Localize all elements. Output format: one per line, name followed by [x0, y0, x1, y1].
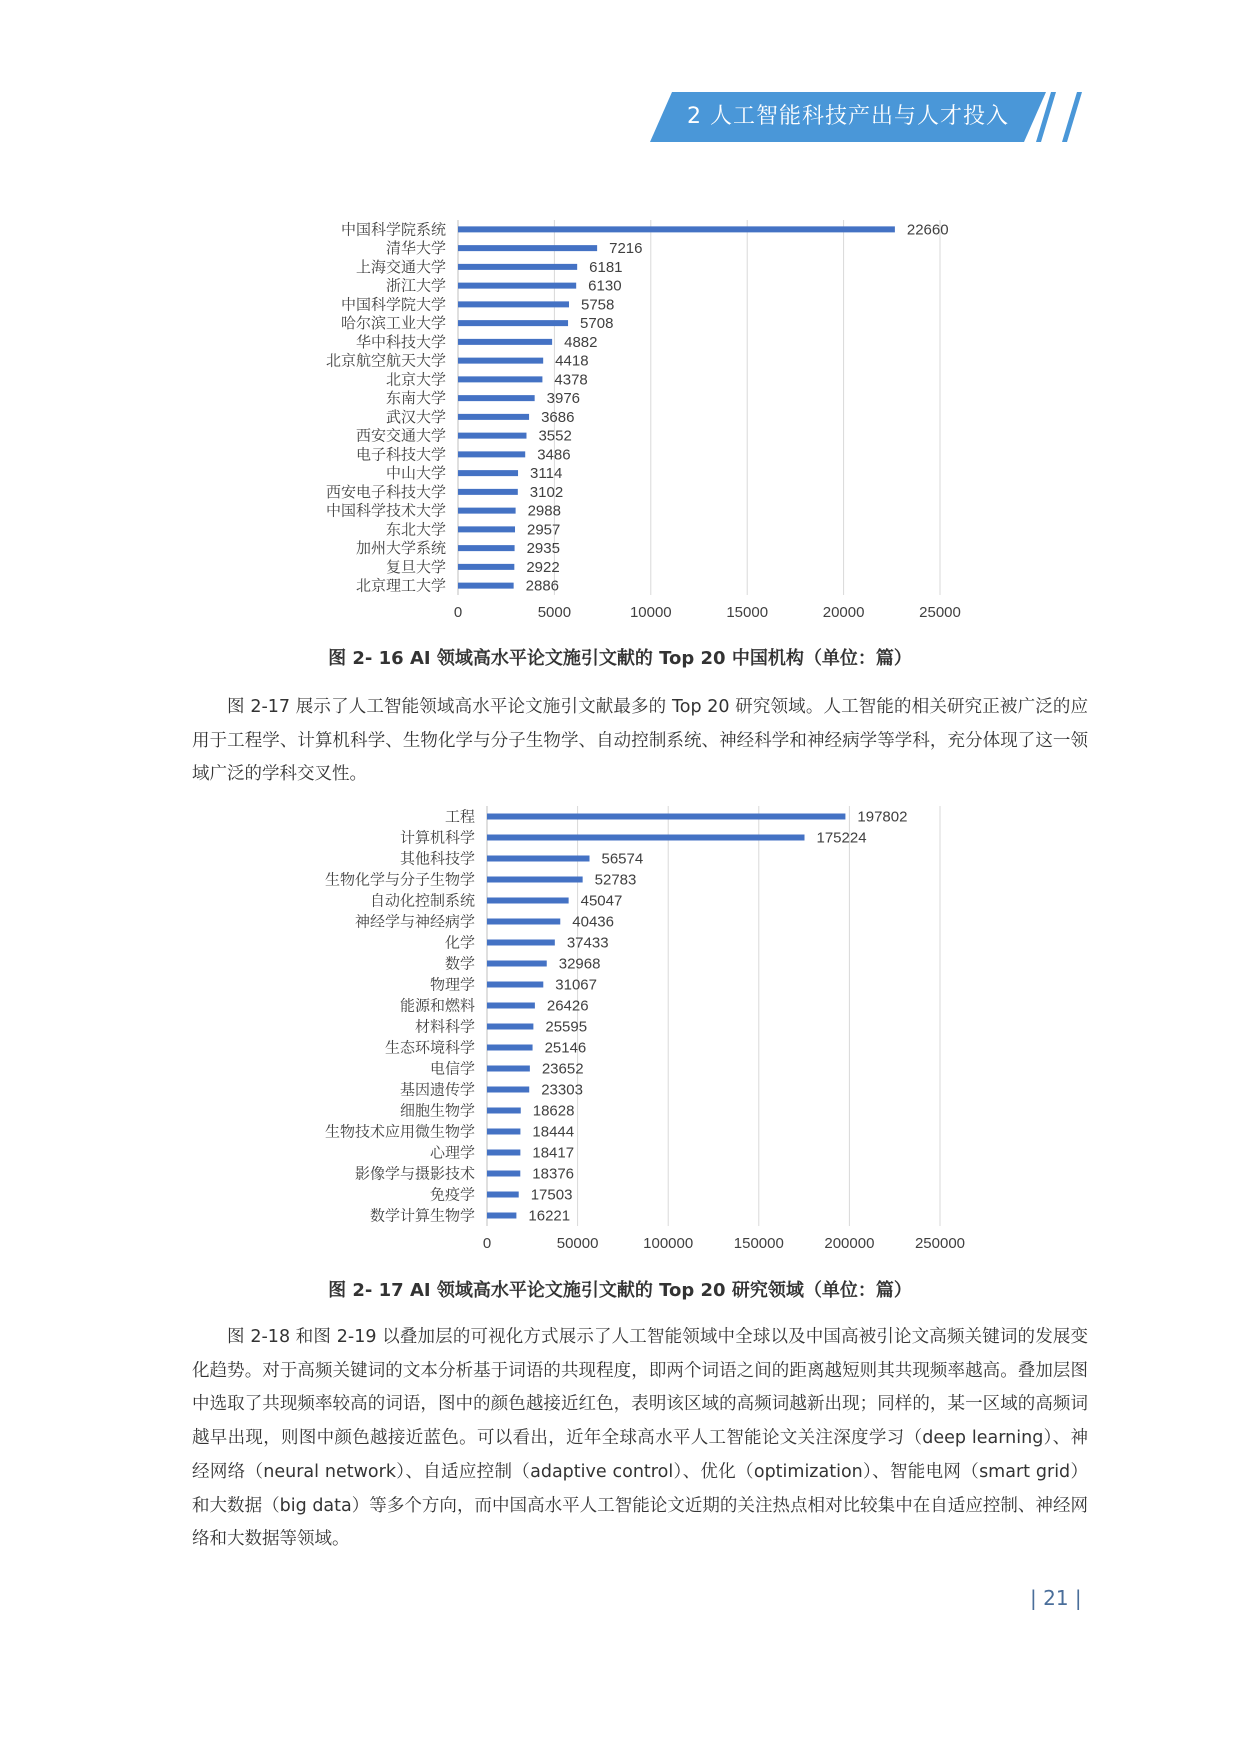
category-label: 生物技术应用微生物学: [324, 1122, 475, 1141]
bar: [487, 1108, 521, 1114]
data-label: 18417: [532, 1144, 575, 1162]
bar: [487, 1129, 520, 1135]
category-label: 清华大学: [385, 239, 446, 258]
category-label: 材料科学: [414, 1017, 475, 1036]
data-label: 56574: [601, 850, 644, 868]
bar: [487, 961, 547, 967]
x-tick-label: 200000: [824, 1235, 875, 1252]
bar: [487, 1066, 530, 1072]
data-label: 4418: [555, 352, 589, 370]
chapter-title: 2 人工智能科技产出与人才投入: [687, 104, 1009, 129]
bar: [487, 1171, 520, 1177]
category-label: 上海交通大学: [355, 257, 446, 276]
bar: [458, 451, 525, 457]
data-label: 7216: [609, 240, 643, 258]
data-label: 52783: [594, 871, 637, 889]
data-label: 4882: [564, 333, 598, 351]
data-label: 40436: [572, 913, 614, 931]
category-label: 华中科技大学: [355, 332, 446, 351]
data-label: 32968: [558, 955, 601, 973]
data-label: 37433: [566, 934, 609, 952]
data-label: 4378: [554, 371, 588, 389]
data-label: 3486: [537, 446, 571, 464]
data-label: 3686: [541, 408, 575, 426]
bar: [458, 283, 576, 289]
data-label: 16221: [528, 1207, 571, 1225]
bar: [487, 940, 555, 946]
data-label: 18444: [532, 1123, 575, 1141]
data-label: 3552: [538, 427, 572, 445]
bar: [487, 919, 560, 925]
x-tick-label: 50000: [556, 1235, 599, 1252]
data-label: 25146: [544, 1039, 587, 1057]
category-label: 自动化控制系统: [369, 891, 475, 910]
data-label: 2886: [525, 577, 560, 595]
bar: [487, 1024, 533, 1030]
category-label: 能源和燃料: [399, 996, 475, 1015]
bar: [458, 564, 514, 570]
paragraph-1-text: 图 2-17 展示了人工智能领域高水平论文施引文献最多的 Top 20 研究领域。人工智能的相关研究正被广泛的应用于工程学、计算机科学、生物化学与分子生物学、自动控制系统、神经科学和神经病学等学科，充分体现了这一领域广泛的学科交叉性。: [192, 697, 1088, 785]
data-label: 2988: [527, 502, 561, 520]
x-tick-label: 0: [453, 604, 463, 621]
data-label: 3102: [529, 483, 564, 501]
data-label: 2935: [526, 540, 560, 558]
category-label: 基因遗传学: [399, 1080, 475, 1099]
category-label: 数学: [444, 954, 475, 973]
figure-caption-16: 图 2- 16 AI 领域高水平论文施引文献的 Top 20 中国机构（单位：篇）: [328, 648, 912, 669]
category-label: 东南大学: [385, 389, 446, 408]
category-label: 神经学与神经病学: [354, 912, 475, 931]
x-tick-label: 10000: [629, 604, 672, 621]
data-label: 3114: [530, 465, 563, 483]
category-label: 计算机科学: [399, 828, 475, 847]
category-label: 免疫学: [429, 1185, 475, 1204]
data-label: 25595: [545, 1018, 588, 1036]
data-label: 45047: [580, 892, 623, 910]
bar: [487, 1192, 519, 1198]
category-label: 电子科技大学: [355, 445, 446, 464]
data-label: 5708: [580, 315, 614, 333]
data-label: 23652: [541, 1060, 584, 1078]
institutions-bar-chart: [0, 220, 1240, 640]
x-tick-label: 5000: [537, 604, 572, 621]
bar: [487, 982, 543, 988]
bar: [487, 814, 845, 820]
x-tick-label: 250000: [914, 1235, 966, 1252]
data-label: 26426: [546, 997, 589, 1015]
bar: [487, 1045, 533, 1051]
category-label: 加州大学系统: [355, 539, 446, 558]
category-label: 工程: [444, 807, 475, 826]
category-label: 西安交通大学: [355, 426, 446, 445]
category-label: 其他科技学: [399, 849, 475, 868]
bar: [487, 1003, 535, 1009]
paragraph-1: [192, 691, 1088, 792]
bar: [458, 508, 516, 514]
fields-bar-chart: [0, 806, 1240, 1276]
bar: [487, 1087, 529, 1093]
bar: [458, 358, 543, 364]
bar: [458, 583, 514, 589]
bar: [458, 245, 597, 251]
category-label: 中国科学技术大学: [325, 501, 446, 520]
bar: [458, 376, 542, 382]
data-label: 6181: [589, 258, 623, 276]
category-label: 中国科学院大学: [340, 295, 446, 314]
data-label: 17503: [530, 1186, 573, 1204]
bar: [458, 320, 568, 326]
data-label: 3976: [546, 390, 581, 408]
category-label: 细胞生物学: [399, 1101, 475, 1120]
bar: [458, 226, 895, 232]
category-label: 生物化学与分子生物学: [324, 870, 475, 889]
category-label: 心理学: [429, 1143, 475, 1162]
x-tick-label: 150000: [733, 1235, 784, 1252]
bar: [458, 470, 518, 476]
category-label: 哈尔滨工业大学: [340, 314, 446, 333]
category-label: 西安电子科技大学: [325, 482, 446, 501]
bar: [458, 301, 569, 307]
x-tick-label: 15000: [726, 604, 769, 621]
bar: [487, 1213, 516, 1219]
category-label: 东北大学: [385, 520, 446, 539]
data-label: 18376: [532, 1165, 575, 1183]
data-label: 197802: [857, 808, 908, 826]
paragraph-2-text: 图 2-18 和图 2-19 以叠加层的可视化方式展示了人工智能领域中全球以及中国高被引论文高频关键词的发展变化趋势。对于高频关键词的文本分析基于词语的共现程度，即两个词语之间的距离越短则其共现频率越高。叠加层图中选取了共现频率较高的词语，图中的颜色越接近红色，表明该区域的高频词越新出现；同样的，某一区域的高频词越早出现，则图中颜色越接近蓝色。可以看出，近年全球高水平人工智能论文关注深度学习（deep learning）、神经网络（neural network）、自适应控制（adaptive control）、优化（optimization）、智能电网（smart grid）和大数据（big data）等多个方向，而中国高水平人工智能论文近期的关注热点相对比较集中在自适应控制、神经网络和大数据等领域。: [192, 1327, 1088, 1550]
bar: [458, 545, 515, 551]
category-label: 物理学: [429, 975, 475, 994]
data-label: 23303: [541, 1081, 583, 1099]
bar: [487, 898, 569, 904]
data-label: 2922: [526, 558, 560, 576]
bar: [487, 1150, 520, 1156]
data-label: 18628: [532, 1102, 575, 1120]
data-label: 22660: [906, 221, 949, 239]
bar: [458, 339, 552, 345]
category-label: 化学: [444, 933, 475, 952]
category-label: 复旦大学: [385, 557, 446, 576]
data-label: 2957: [527, 521, 561, 539]
x-tick-label: 100000: [643, 1235, 694, 1252]
data-label: 31067: [555, 976, 598, 994]
category-label: 浙江大学: [385, 276, 446, 295]
category-label: 中山大学: [385, 464, 446, 483]
data-label: 5758: [581, 296, 615, 314]
category-label: 电信学: [429, 1059, 475, 1078]
page-number: | 21 |: [1030, 1586, 1082, 1610]
category-label: 数学计算生物学: [369, 1206, 475, 1225]
bar: [458, 414, 529, 420]
x-tick-label: 20000: [822, 604, 865, 621]
category-label: 武汉大学: [385, 407, 446, 426]
bar: [458, 264, 577, 270]
bar: [458, 489, 518, 495]
header-stripe: [1062, 92, 1082, 142]
category-label: 中国科学院系统: [340, 220, 446, 239]
category-label: 北京理工大学: [355, 576, 446, 595]
bar: [487, 856, 590, 862]
data-label: 6130: [588, 277, 622, 295]
bar: [458, 433, 526, 439]
data-label: 175224: [816, 829, 867, 847]
bar: [458, 526, 515, 532]
category-label: 北京航空航天大学: [325, 351, 446, 370]
category-label: 生态环境科学: [384, 1038, 475, 1057]
x-tick-label: 0: [482, 1235, 492, 1252]
x-tick-label: 25000: [919, 604, 961, 621]
category-label: 影像学与摄影技术: [354, 1164, 475, 1183]
category-label: 北京大学: [385, 370, 446, 389]
bar: [458, 395, 535, 401]
bar: [487, 835, 805, 841]
bar: [487, 877, 583, 883]
figure-caption-17: 图 2- 17 AI 领域高水平论文施引文献的 Top 20 研究领域（单位：篇）: [328, 1280, 912, 1301]
paragraph-2: [192, 1321, 1088, 1557]
